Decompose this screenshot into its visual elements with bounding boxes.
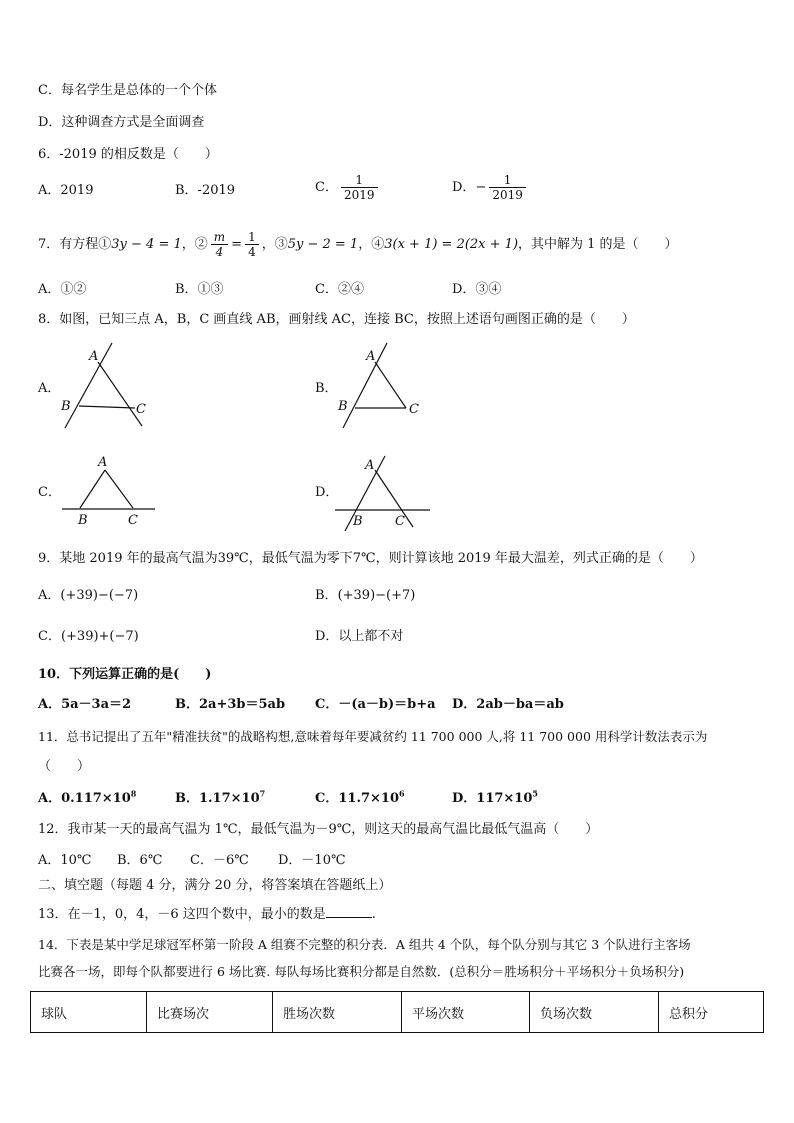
table-header-cell: 比赛场次 <box>147 992 273 1033</box>
q5-option-c: C．每名学生是总体的一个个体 <box>38 83 217 98</box>
q6-option-b: B．-2019 <box>175 183 236 198</box>
table-header-cell: 球队 <box>31 992 147 1033</box>
q7-sep4: ，④ <box>358 237 385 252</box>
point-c-label: C <box>395 514 405 529</box>
table-header-cell: 总积分 <box>659 992 764 1033</box>
point-a-label: A <box>98 455 108 470</box>
q12-option-c: C．－6℃ <box>190 853 249 868</box>
q6-option-a: A．2019 <box>38 183 94 198</box>
q8-figure-b <box>335 340 425 432</box>
point-c-label: C <box>136 402 146 417</box>
q6-option-d-label: D． <box>452 180 476 195</box>
fraction-numerator: 1 <box>245 230 259 245</box>
q7-eq4: 3(x + 1) = 2(2x + 1) <box>384 237 519 252</box>
option-text: D．117×10 <box>452 791 533 806</box>
q7-prefix: 7．有方程① <box>38 237 112 252</box>
q12-option-b: B．6℃ <box>117 853 163 868</box>
q8-figure-c <box>60 452 160 532</box>
q9-stem <box>38 549 703 569</box>
q10-option-b: B．2a+3b＝5ab <box>175 697 286 712</box>
minus-sign: − <box>475 180 487 195</box>
q7-option-c: C．②④ <box>315 282 364 297</box>
q13-period: . <box>371 907 376 922</box>
q10-option-c: C．－(a－b)＝b+a <box>315 697 436 712</box>
fraction-denominator: 2019 <box>343 188 375 202</box>
score-table <box>30 991 764 1033</box>
fraction-denominator: 4 <box>248 245 256 259</box>
q14-line1: 14．下表是某中学足球冠军杯第一阶段 A 组赛不完整的积分表．A 组共 4 个队，每个队分别与其它 3 个队进行主客场 <box>38 937 691 952</box>
q5-option-d: D．这种调查方式是全面调查 <box>38 115 205 130</box>
q11-option-d <box>452 789 538 809</box>
q9-stem-part1: 9．某地 2019 年的最高气温为 <box>38 551 218 566</box>
point-c-label: C <box>128 513 138 528</box>
exponent: 7 <box>259 788 266 799</box>
q8-option-c: C． <box>38 485 61 500</box>
q10-stem: 10．下列运算正确的是( ) <box>38 667 212 682</box>
q8-figure-a <box>55 340 155 432</box>
q9-stem-part2: ，最低气温为零下 <box>248 551 353 566</box>
q7-eq1: 3y − 4 = 1 <box>111 237 182 252</box>
fraction-numerator: 1 <box>341 173 378 188</box>
q9-option-d: D．以上都不对 <box>315 629 404 644</box>
q6-option-c <box>315 173 381 202</box>
q8-stem: 8．如图，已知三点 A，B，C 画直线 AB，画射线 AC，连接 BC，按照上述语句画图正确的是（ ） <box>38 312 635 327</box>
q14-line2: 比赛各一场，即每个队都要进行 6 场比赛. 每队每场比赛积分都是自然数．(总积分＝胜场积分＋平场积分＋负场积分) <box>38 964 685 979</box>
q7-eq2-right <box>245 230 259 259</box>
q7-sep3: ，③ <box>261 237 288 252</box>
q11-option-a <box>38 789 136 809</box>
exponent: 5 <box>532 788 538 799</box>
q7-eq3: 5y − 2 = 1 <box>287 237 359 252</box>
option-label: A． <box>38 588 61 603</box>
q8-option-d: D． <box>315 485 339 500</box>
option-label: C． <box>38 629 61 644</box>
q11-paren: （ ） <box>38 759 91 774</box>
q9-high-temp: 39℃ <box>217 551 249 566</box>
q7-stem <box>38 230 678 259</box>
point-b-label: B <box>338 399 348 414</box>
fraction-denominator: 2019 <box>492 188 523 202</box>
q6-option-c-fraction <box>341 173 378 202</box>
option-text: A．0.117×10 <box>38 791 131 806</box>
q7-option-a: A．①② <box>38 282 87 297</box>
point-b-label: B <box>78 513 88 528</box>
exponent: 8 <box>130 788 137 799</box>
q7-sep2: ，② <box>181 237 208 252</box>
q11-stem: 11．总书记提出了五年"精准扶贫"的战略构想,意味着每年要减贫约 11 700 000 人,将 11 700 000 用科学计数法表示为 <box>38 729 708 744</box>
q7-option-d: D．③④ <box>452 282 502 297</box>
q9-low-temp: 7℃ <box>352 551 376 566</box>
q6-option-d <box>452 173 529 202</box>
q13-text: 13．在－1，0，4，－6 这四个数中，最小的数是 <box>38 907 326 922</box>
option-expression: (+39)−(+7) <box>337 588 416 603</box>
point-a-label: A <box>89 349 99 364</box>
q12-option-d: D．－10℃ <box>278 853 346 868</box>
q7-suffix: ，其中解为 1 的是（ ） <box>518 237 678 252</box>
answer-blank <box>326 903 372 918</box>
point-b-label: B <box>61 399 71 414</box>
q6-stem: 6．-2019 的相反数是（ ） <box>38 147 218 162</box>
point-c-label: C <box>409 402 419 417</box>
q7-option-b: B．①③ <box>175 282 224 297</box>
q8-option-a: A． <box>38 381 61 396</box>
q6-option-d-fraction <box>489 173 526 202</box>
table-header-cell: 平场次数 <box>402 992 530 1033</box>
q10-option-d: D．2ab－ba＝ab <box>452 697 564 712</box>
q11-option-b <box>175 789 265 809</box>
q11-option-c <box>315 789 405 809</box>
q9-option-b <box>315 586 415 606</box>
option-expression: (+39)−(−7) <box>60 588 139 603</box>
option-text: B．1.17×10 <box>175 791 260 806</box>
table-header-row <box>31 992 764 1033</box>
q13-stem <box>38 903 376 925</box>
q7-eq2-left <box>211 230 228 259</box>
table-header-cell: 负场次数 <box>530 992 659 1033</box>
q9-option-a <box>38 586 138 606</box>
point-a-label: A <box>365 458 375 473</box>
q12-stem: 12．我市某一天的最高气温为 1℃，最低气温为－9℃，则这天的最高气温比最低气温高（ ） <box>38 822 599 837</box>
point-a-label: A <box>366 349 376 364</box>
point-b-label: B <box>353 514 363 529</box>
fraction-denominator: 4 <box>215 245 224 259</box>
fraction-numerator: m <box>211 230 228 245</box>
q6-option-c-label: C． <box>315 180 338 195</box>
q12-option-a: A．10℃ <box>38 853 92 868</box>
option-text: C．11.7×10 <box>315 791 399 806</box>
exponent: 6 <box>399 788 405 799</box>
q7-eq2-equals: = <box>231 237 243 252</box>
table-header-cell: 胜场次数 <box>273 992 402 1033</box>
q9-option-c <box>38 627 139 647</box>
option-expression: (+39)+(−7) <box>60 629 139 644</box>
q9-stem-part3: ，则计算该地 2019 年最大温差，列式正确的是（ ） <box>375 551 703 566</box>
q10-option-a: A．5a－3a＝2 <box>38 697 132 712</box>
option-label: B． <box>315 588 338 603</box>
q8-figure-d <box>335 452 435 534</box>
fraction-numerator: 1 <box>489 173 526 188</box>
q8-option-b: B． <box>315 381 338 396</box>
section-heading: 二、填空题（每题 4 分，满分 20 分，将答案填在答题纸上） <box>38 878 392 893</box>
